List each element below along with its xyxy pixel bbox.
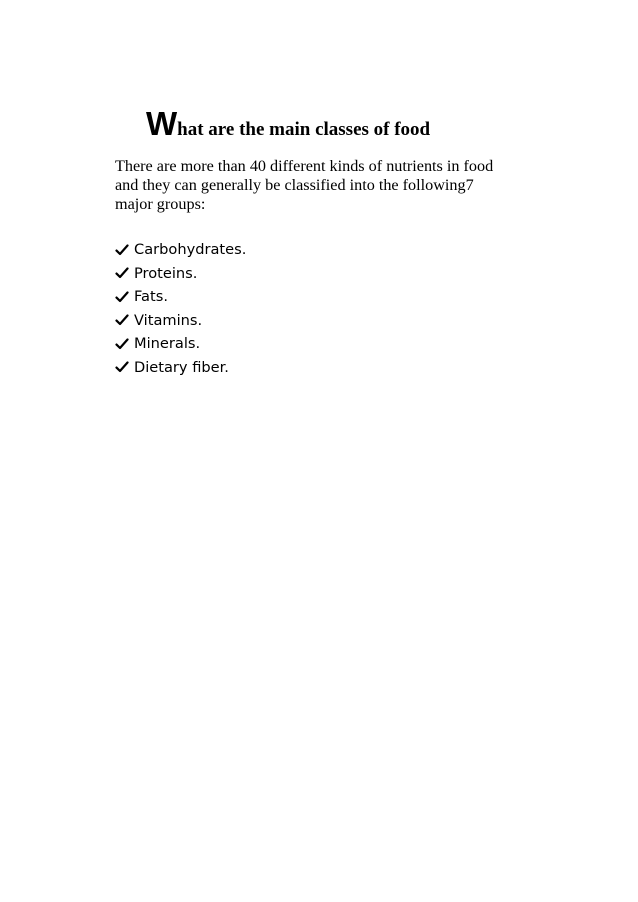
list-item-label: Vitamins. [134, 311, 203, 329]
check-mark-icon [115, 313, 129, 327]
intro-paragraph [115, 157, 555, 214]
list-item-label: Dietary fiber. [134, 358, 229, 376]
check-mark-icon [115, 243, 129, 257]
list-item-label: Carbohydrates. [134, 241, 247, 259]
list-item [115, 285, 246, 309]
check-mark-icon [115, 290, 129, 304]
food-groups-list [115, 238, 246, 379]
list-item [115, 238, 246, 262]
list-item [115, 309, 246, 333]
page-title [146, 104, 430, 150]
list-item [115, 332, 246, 356]
intro-line: There are more than 40 different kinds of nutrients in food [115, 157, 494, 175]
intro-line: major groups: [115, 195, 206, 213]
title-text: hat are the main classes of food [177, 119, 431, 140]
check-mark-icon [115, 337, 129, 351]
intro-line: and they can generally be classified into the following7 [115, 176, 474, 194]
list-item-label: Fats. [134, 288, 168, 306]
list-item [115, 262, 246, 286]
list-item [115, 356, 246, 380]
list-item-label: Minerals. [134, 335, 201, 353]
check-mark-icon [115, 360, 129, 374]
check-mark-icon [115, 266, 129, 280]
list-item-label: Proteins. [134, 264, 198, 282]
title-initial: W [146, 105, 178, 142]
